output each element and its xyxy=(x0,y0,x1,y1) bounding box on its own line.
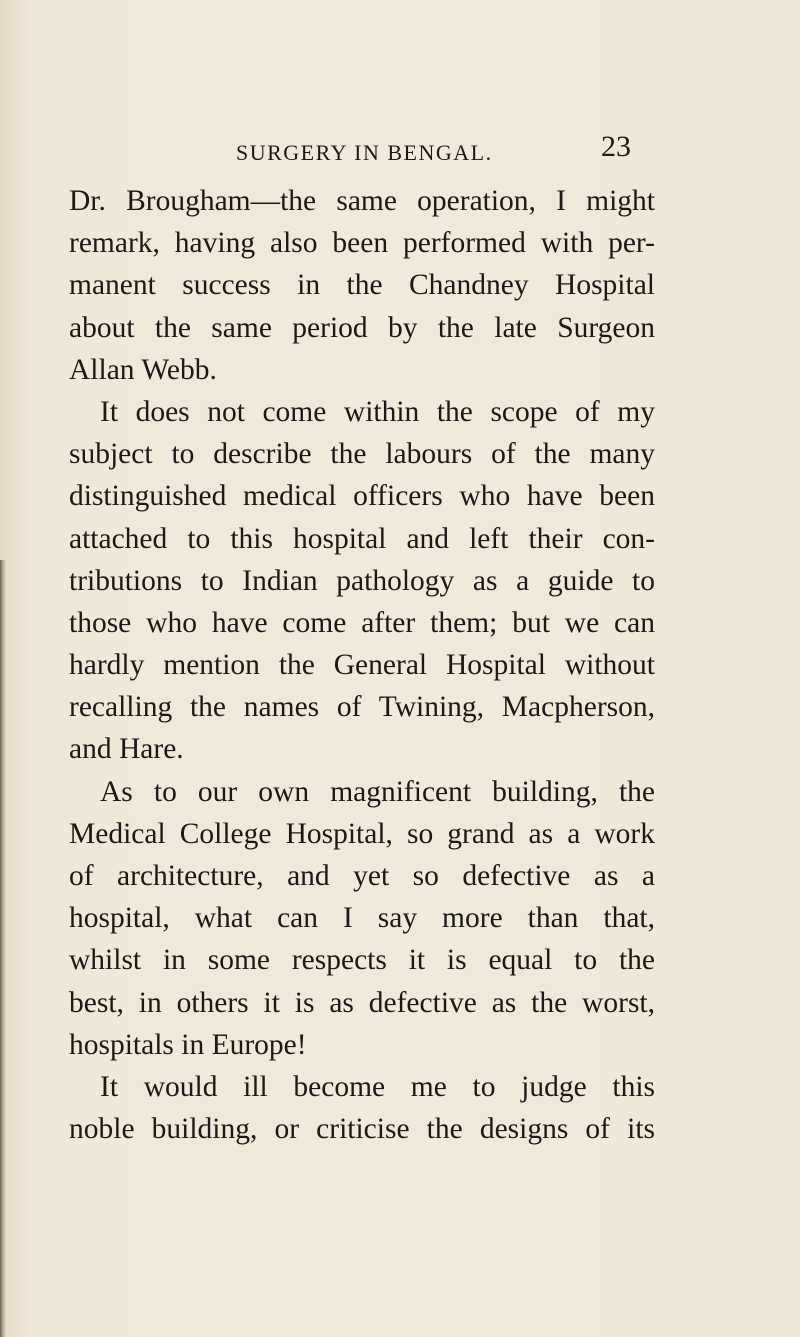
text-line: of architecture, and yet so defective as a xyxy=(69,860,655,892)
running-head: SURGERY IN BENGAL. xyxy=(236,140,493,165)
text-line: noble building, or criticise the designs of its xyxy=(69,1113,655,1146)
text-line: tributions to Indian pathology as a guide to xyxy=(69,564,655,597)
text-line: distinguished medical officers who have been xyxy=(69,480,655,513)
text-line: Medical College Hospital, so grand as a work xyxy=(69,817,655,850)
binding-gutter-shadow xyxy=(0,560,6,1337)
text-line: attached to this hospital and left their con- xyxy=(69,522,655,555)
text-line: It does not come within the scope of my xyxy=(100,395,655,428)
text-line: Allan Webb. xyxy=(69,353,217,386)
page-number: 23 xyxy=(601,130,631,163)
body-text xyxy=(69,180,655,1150)
text-line: hospital, what can I say more than that, xyxy=(69,902,655,935)
text-line: best, in others it is as defective as the worst, xyxy=(69,986,655,1019)
text-line: subject to describe the labours of the many xyxy=(69,438,655,471)
text-line: those who have come after them; but we can xyxy=(69,606,655,639)
text-line: hardly mention the General Hospital without xyxy=(69,649,655,682)
text-line: about the same period by the late Surgeon xyxy=(69,311,655,344)
text-line: As to our own magnificent building, the xyxy=(100,775,655,808)
text-line: It would ill become me to judge this xyxy=(100,1070,655,1103)
text-line: manent success in the Chandney Hospital xyxy=(69,269,655,302)
text-line: Dr. Brougham—the same operation, I might xyxy=(69,185,655,217)
text-line: hospitals in Europe! xyxy=(69,1028,307,1061)
text-line: whilst in some respects it is equal to the xyxy=(69,944,655,977)
text-line: and Hare. xyxy=(69,733,184,766)
text-line: recalling the names of Twining, Macpherson, xyxy=(69,691,655,724)
text-line: remark, having also been performed with per- xyxy=(69,227,655,260)
